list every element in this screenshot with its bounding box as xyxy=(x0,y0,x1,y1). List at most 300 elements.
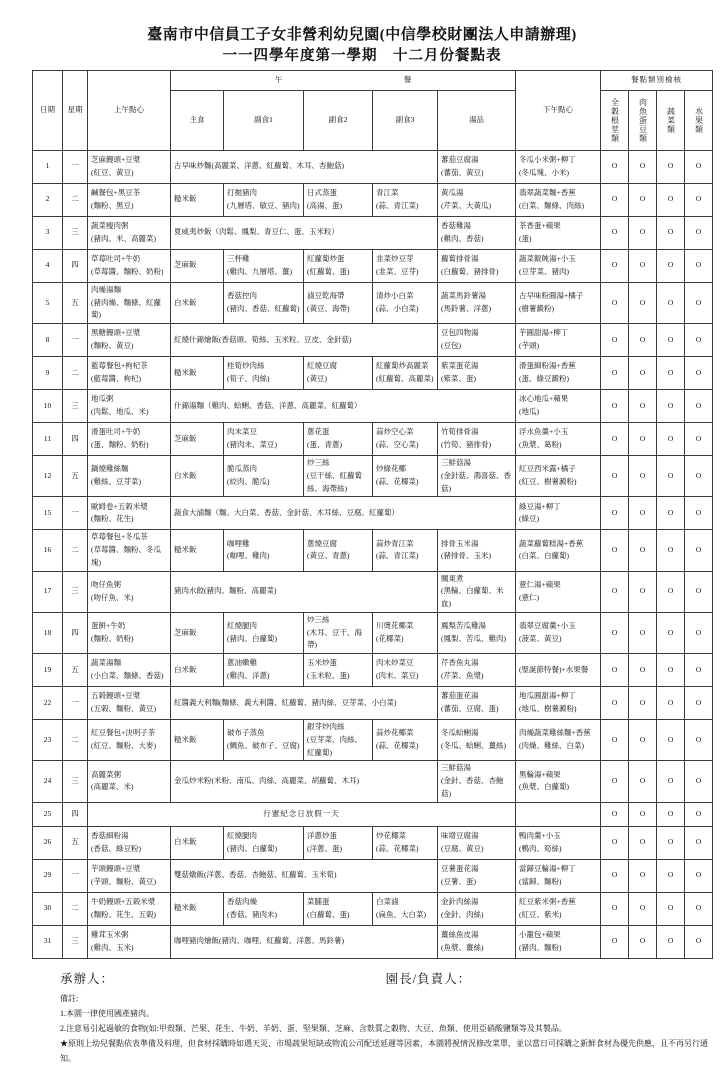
check-mark-cell-2: O xyxy=(657,150,685,183)
check-mark-cell-2: O xyxy=(657,282,685,323)
date-cell: 30 xyxy=(33,892,63,925)
check-mark-cell-2: O xyxy=(657,802,685,826)
lunch-span-cell: 紅醬義大利麵(麵條、義大利醬、紅蘿蔔、豬肉絲、豆芽菜、小白菜) xyxy=(171,687,438,720)
main-dish-cell: 糙米飯 xyxy=(171,720,224,761)
page-subtitle: 一一四學年度第一學期 十二月份餐點表 xyxy=(222,47,502,64)
weekday-cell: 五 xyxy=(63,282,88,323)
check-mark-cell-0: O xyxy=(601,282,629,323)
check-mark-cell-1: O xyxy=(629,456,657,497)
afternoon-snack-cell: 肉燥蔬菜雞絲麵+香蕉 (肉燥、雞絲、白菜) xyxy=(516,720,601,761)
soup-cell: 豆薯蛋花湯 (豆薯、蛋) xyxy=(438,859,516,892)
check-mark-cell-1: O xyxy=(629,826,657,859)
check-mark-cell-2: O xyxy=(657,925,685,958)
check-mark-cell-2: O xyxy=(657,324,685,357)
afternoon-snack-cell: 鴨肉羹+小玉 (鴨肉、筍絲) xyxy=(516,826,601,859)
check-mark-cell-2: O xyxy=(657,497,685,530)
main-dish-cell: 糙米飯 xyxy=(171,183,224,216)
lunch-span-cell: 夏威夷炒飯（肉鬆、鳳梨、青豆仁、蛋、玉米粒） xyxy=(171,216,438,249)
weekday-cell: 五 xyxy=(63,654,88,687)
soup-cell: 冬瓜蛤蜊湯 (冬瓜、蛤蜊、薑絲) xyxy=(438,720,516,761)
lunch-span-cell: 金瓜炒米粉(米粉、南瓜、肉絲、高麗菜、胡蘿蔔、木耳) xyxy=(171,761,438,802)
afternoon-snack-cell: 當歸豆輪湯+柳丁 (當歸、麵粉) xyxy=(516,859,601,892)
weekday-cell: 三 xyxy=(63,390,88,423)
afternoon-snack-cell: 翡翠豆腐羹+小玉 (菠菜、黃豆) xyxy=(516,612,601,653)
side2-cell: 蔥花蛋 (蛋、青蔥) xyxy=(304,423,373,456)
check-mark-cell-3: O xyxy=(685,282,713,323)
morning-snack-cell: 牛奶饅頭+五榖米漿 (麵粉、花生、五榖) xyxy=(88,892,171,925)
date-cell: 10 xyxy=(33,390,63,423)
main-dish-cell: 芝麻飯 xyxy=(171,612,224,653)
check-mark-cell-3: O xyxy=(685,324,713,357)
afternoon-snack-cell: 冬瓜小米粥+柳丁 (冬瓜塊、小米) xyxy=(516,150,601,183)
date-cell: 8 xyxy=(33,324,63,357)
date-cell: 1 xyxy=(33,150,63,183)
check-mark-cell-1: O xyxy=(629,249,657,282)
check-mark-cell-0: O xyxy=(601,530,629,571)
weekday-cell: 五 xyxy=(63,826,88,859)
afternoon-snack-cell: 茶香蛋+蘋果 (蛋) xyxy=(516,216,601,249)
main-dish-cell: 糙米飯 xyxy=(171,530,224,571)
morning-snack-cell: 草莓吐司+牛奶 (草莓醬、麵粉、奶粉) xyxy=(88,249,171,282)
check-mark-cell-0: O xyxy=(601,687,629,720)
side2-cell: 洋蔥炒蛋 (洋蔥、蛋) xyxy=(304,826,373,859)
check-mark-cell-0: O xyxy=(601,357,629,390)
check-mark-cell-0: O xyxy=(601,150,629,183)
main-dish-cell: 白米飯 xyxy=(171,826,224,859)
header-side3: 副食3 xyxy=(373,90,438,150)
check-mark-cell-2: O xyxy=(657,249,685,282)
soup-cell: 鳳梨苦瓜雞湯 (鳳梨、苦瓜、雞肉) xyxy=(438,612,516,653)
date-cell: 12 xyxy=(33,456,63,497)
side1-cell: 香菇肉燥 (香菇、豬肉末) xyxy=(224,892,304,925)
check-mark-cell-1: O xyxy=(629,687,657,720)
date-cell: 23 xyxy=(33,720,63,761)
main-dish-cell: 糙米飯 xyxy=(171,357,224,390)
weekday-cell: 二 xyxy=(63,892,88,925)
date-cell: 2 xyxy=(33,183,63,216)
weekday-cell: 四 xyxy=(63,612,88,653)
header-date: 日期 xyxy=(33,70,63,150)
undertaker-label: 承辦人： xyxy=(60,971,115,986)
check-mark-cell-2: O xyxy=(657,761,685,802)
main-dish-cell: 糙米飯 xyxy=(171,892,224,925)
check-mark-cell-2: O xyxy=(657,357,685,390)
soup-cell: 排骨玉米湯 (豬排骨、玉米) xyxy=(438,530,516,571)
check-mark-cell-0: O xyxy=(601,216,629,249)
side1-cell: 脆瓜蒸肉 (絞肉、脆瓜) xyxy=(224,456,304,497)
table-row xyxy=(33,612,713,653)
table-row xyxy=(33,802,713,826)
header-morning-snack: 上午點心 xyxy=(88,70,171,150)
afternoon-snack-cell: 紅豆紫米粥+香蕉 (紅豆、紫米) xyxy=(516,892,601,925)
check-mark-cell-2: O xyxy=(657,612,685,653)
check-mark-cell-2: O xyxy=(657,216,685,249)
side3-cell: 炒花椰菜 (蒜、花椰菜) xyxy=(373,826,438,859)
weekday-cell: 四 xyxy=(63,249,88,282)
date-cell: 17 xyxy=(33,571,63,612)
header-side2: 副食2 xyxy=(304,90,373,150)
side2-cell: 銀芽炒肉絲 (豆芽菜、肉絲、紅蘿蔔) xyxy=(304,720,373,761)
page-title: 臺南市中信員工子女非營利幼兒園(中信學校財團法人申請辦理) xyxy=(147,27,577,43)
side3-cell: 炒綠花椰 (蒜、花椰菜) xyxy=(373,456,438,497)
weekday-cell: 三 xyxy=(63,925,88,958)
date-cell: 19 xyxy=(33,654,63,687)
table-row xyxy=(33,497,713,530)
check-mark-cell-2: O xyxy=(657,390,685,423)
afternoon-snack-cell: 蔬菜餛飩湯+小玉 (豆芽菜、豬肉) xyxy=(516,249,601,282)
header-soup: 湯品 xyxy=(438,90,516,150)
date-cell: 9 xyxy=(33,357,63,390)
date-cell: 4 xyxy=(33,249,63,282)
table-row xyxy=(33,216,713,249)
table-row xyxy=(33,530,713,571)
side1-cell: 香菇控肉 (豬肉、香菇、紅蘿蔔) xyxy=(224,282,304,323)
check-mark-cell-1: O xyxy=(629,925,657,958)
header-lunch-left: 午 xyxy=(274,74,283,84)
afternoon-snack-cell: 紅豆西米露+橘子 (紅豆、樹薯澱粉) xyxy=(516,456,601,497)
check-mark-cell-0: O xyxy=(601,802,629,826)
afternoon-snack-cell: 古早味粉圓湯+橘子 (樹薯澱粉) xyxy=(516,282,601,323)
side3-cell: 蒜炒花椰菜 (蒜、花椰菜) xyxy=(373,720,438,761)
check-mark-cell-3: O xyxy=(685,925,713,958)
side2-cell: 炒三絲 (豆干絲、紅蘿蔔絲、海帶絲) xyxy=(304,456,373,497)
morning-snack-cell: 芋頭饅頭+豆漿 (芋頭、麵粉、黃豆) xyxy=(88,859,171,892)
table-body xyxy=(33,150,713,958)
check-mark-cell-0: O xyxy=(601,826,629,859)
check-mark-cell-1: O xyxy=(629,497,657,530)
afternoon-snack-cell: 綠豆湯+柳丁 (綠豆) xyxy=(516,497,601,530)
table-row xyxy=(33,892,713,925)
check-mark-cell-0: O xyxy=(601,654,629,687)
side3-cell: 肉末炒菜豆 (肉末、菜豆) xyxy=(373,654,438,687)
weekday-cell: 二 xyxy=(63,183,88,216)
side1-cell: 肉末菜豆 (豬肉末、菜豆) xyxy=(224,423,304,456)
check-mark-cell-0: O xyxy=(601,720,629,761)
weekday-cell: 三 xyxy=(63,216,88,249)
main-dish-cell: 白米飯 xyxy=(171,282,224,323)
morning-snack-cell: 雞茸玉米粥 (雞肉、玉米) xyxy=(88,925,171,958)
check-mark-cell-2: O xyxy=(657,571,685,612)
check-mark-cell-0: O xyxy=(601,925,629,958)
side1-cell: 三杯雞 (雞肉、九層塔、薑) xyxy=(224,249,304,282)
check-mark-cell-2: O xyxy=(657,892,685,925)
table-row xyxy=(33,423,713,456)
table-row xyxy=(33,357,713,390)
side2-cell: 玉米炒蛋 (玉米粒、蛋) xyxy=(304,654,373,687)
check-mark-cell-3: O xyxy=(685,720,713,761)
morning-snack-cell: 歐姆卷+五榖米漿 (麵粉、花生) xyxy=(88,497,171,530)
table-row xyxy=(33,150,713,183)
weekday-cell: 五 xyxy=(63,456,88,497)
check-mark-cell-1: O xyxy=(629,720,657,761)
side3-cell: 蒜炒青江菜 (蒜、青江菜) xyxy=(373,530,438,571)
side1-cell: 咖哩雞 (咖哩、雞肉) xyxy=(224,530,304,571)
afternoon-snack-cell: (聖誕節特餐)+水果餐 xyxy=(516,654,601,687)
date-cell: 3 xyxy=(33,216,63,249)
check-mark-cell-3: O xyxy=(685,571,713,612)
morning-snack-cell: 地瓜粥 (肉鬆、地瓜、米) xyxy=(88,390,171,423)
lunch-span-cell: 紅燒什錦燴飯(香菇頭、筍絲、玉米粒、豆皮、金針菇) xyxy=(171,324,438,357)
afternoon-snack-cell: 芋圓甜湯+柳丁 (芋頭) xyxy=(516,324,601,357)
header-check-group: 餐點類別檢核 xyxy=(601,70,713,90)
check-mark-cell-1: O xyxy=(629,612,657,653)
morning-snack-cell: 鍋燒雞絲麵 (雞絲、豆芽菜) xyxy=(88,456,171,497)
check-mark-cell-3: O xyxy=(685,654,713,687)
soup-cell: 竹筍排骨湯 (竹筍、豬排骨) xyxy=(438,423,516,456)
weekday-cell: 一 xyxy=(63,859,88,892)
check-mark-cell-3: O xyxy=(685,150,713,183)
weekday-cell: 一 xyxy=(63,497,88,530)
side3-cell: 川燙花椰菜 (花椰菜) xyxy=(373,612,438,653)
header-check-grain: 全穀根莖類 xyxy=(601,90,629,150)
soup-cell: 三鮮菇湯 (金針菇、鴻喜菇、香菇) xyxy=(438,456,516,497)
morning-snack-cell: 紅豆餐包+決明子茶 (紅豆、麵粉、大麥) xyxy=(88,720,171,761)
date-cell: 25 xyxy=(33,802,63,826)
header-lunch-group xyxy=(171,70,516,90)
check-mark-cell-3: O xyxy=(685,612,713,653)
afternoon-snack-cell: 翡翠蔬菜麵+香蕉 (白菜、麵條、肉絲) xyxy=(516,183,601,216)
check-mark-cell-2: O xyxy=(657,859,685,892)
table-row xyxy=(33,720,713,761)
lunch-span-cell: 蔬食大滷麵（麵、大白菜、香菇、金針菇、木耳絲、豆腐、紅蘿蔔） xyxy=(171,497,516,530)
morning-snack-cell: 草莓餐包+冬瓜茶 (草莓醬、麵粉、冬瓜塊) xyxy=(88,530,171,571)
check-mark-cell-2: O xyxy=(657,826,685,859)
date-cell: 31 xyxy=(33,925,63,958)
soup-cell: 薑絲魚皮湯 (魚漿、薑絲) xyxy=(438,925,516,958)
table-row xyxy=(33,925,713,958)
director-label: 園長/負責人： xyxy=(385,971,472,986)
check-mark-cell-0: O xyxy=(601,183,629,216)
side2-cell: 紅燒豆腐 (黃豆) xyxy=(304,357,373,390)
check-mark-cell-2: O xyxy=(657,687,685,720)
table-row xyxy=(33,687,713,720)
check-mark-cell-1: O xyxy=(629,357,657,390)
check-mark-cell-0: O xyxy=(601,612,629,653)
table-row xyxy=(33,456,713,497)
check-mark-cell-3: O xyxy=(685,761,713,802)
table-row xyxy=(33,324,713,357)
weekday-cell: 二 xyxy=(63,357,88,390)
soup-cell: 蕃茄豆腐湯 (蕃茄、黃豆) xyxy=(438,150,516,183)
weekday-cell: 一 xyxy=(63,324,88,357)
side3-cell: 白菜滷 (扁魚、大白菜) xyxy=(373,892,438,925)
header-side1: 副食1 xyxy=(224,90,304,150)
side1-cell: 桂筍炒肉絲 (筍子、肉絲) xyxy=(224,357,304,390)
main-dish-cell: 芝麻飯 xyxy=(171,423,224,456)
afternoon-snack-cell: 黑輪湯+蘋果 (魚漿、白蘿蔔) xyxy=(516,761,601,802)
check-mark-cell-3: O xyxy=(685,687,713,720)
check-mark-cell-1: O xyxy=(629,761,657,802)
morning-snack-cell: 香菇細粉湯 (香菇、綠豆粉) xyxy=(88,826,171,859)
afternoon-snack-cell: 小籠包+蘋果 (豬肉、麵粉) xyxy=(516,925,601,958)
side1-cell: 破布子蒸魚 (鯛魚、破布子、豆腐) xyxy=(224,720,304,761)
remark-note-1: 1.本園一律使用國產豬肉。 xyxy=(60,1008,154,1018)
check-mark-cell-2: O xyxy=(657,456,685,497)
side3-cell: 蒜炒空心菜 (蒜、空心菜) xyxy=(373,423,438,456)
table-row xyxy=(33,390,713,423)
check-mark-cell-1: O xyxy=(629,423,657,456)
check-mark-cell-0: O xyxy=(601,324,629,357)
check-mark-cell-0: O xyxy=(601,761,629,802)
check-mark-cell-1: O xyxy=(629,282,657,323)
check-mark-cell-3: O xyxy=(685,456,713,497)
lunch-span-cell: 什錦湯麵（雞肉、蛤蜊、香菇、洋蔥、高麗菜、紅蘿蔔） xyxy=(171,390,516,423)
check-mark-cell-2: O xyxy=(657,423,685,456)
soup-cell: 香菇雞湯 (雞肉、香菇) xyxy=(438,216,516,249)
table-row xyxy=(33,826,713,859)
morning-snack-cell: 蔬菜瘦肉粥 (豬肉、米、高麗菜) xyxy=(88,216,171,249)
weekday-cell: 三 xyxy=(63,571,88,612)
side2-cell: 紅蘿蔔炒蛋 (紅蘿蔔、蛋) xyxy=(304,249,373,282)
soup-cell: 蔬菜馬鈴薯湯 (馬鈴薯、洋蔥) xyxy=(438,282,516,323)
weekday-cell: 一 xyxy=(63,687,88,720)
check-mark-cell-2: O xyxy=(657,654,685,687)
check-mark-cell-3: O xyxy=(685,357,713,390)
check-mark-cell-1: O xyxy=(629,324,657,357)
remark-title: 備註: xyxy=(60,993,79,1003)
check-mark-cell-3: O xyxy=(685,802,713,826)
morning-snack-cell: 五榖饅頭+豆漿 (五榖、麵粉、黃豆) xyxy=(88,687,171,720)
remarks-block xyxy=(60,991,720,1066)
soup-cell: 三鮮菇湯 (金針、香菇、杏鮑菇) xyxy=(438,761,516,802)
morning-snack-cell: 蔬菜湯麵 (小白菜、麵條、香菇) xyxy=(88,654,171,687)
main-dish-cell: 芝麻飯 xyxy=(171,249,224,282)
check-mark-cell-2: O xyxy=(657,720,685,761)
weekday-cell: 二 xyxy=(63,530,88,571)
lunch-span-cell: 豬肉水餃(豬肉、麵粉、高麗菜) xyxy=(171,571,438,612)
check-mark-cell-0: O xyxy=(601,859,629,892)
side3-cell: 清炒小白菜 (蒜、小白菜) xyxy=(373,282,438,323)
side1-cell: 紅燒腿肉 (豬肉、白蘿蔔) xyxy=(224,826,304,859)
check-mark-cell-0: O xyxy=(601,249,629,282)
side2-cell: 日式蒸蛋 (高湯、蛋) xyxy=(304,183,373,216)
check-mark-cell-0: O xyxy=(601,497,629,530)
table-row xyxy=(33,859,713,892)
check-mark-cell-3: O xyxy=(685,826,713,859)
soup-cell: 金針肉絲湯 (金針、肉絲) xyxy=(438,892,516,925)
check-mark-cell-3: O xyxy=(685,183,713,216)
date-cell: 22 xyxy=(33,687,63,720)
check-mark-cell-0: O xyxy=(601,892,629,925)
main-dish-cell: 白米飯 xyxy=(171,654,224,687)
header-main: 主食 xyxy=(171,90,224,150)
soup-cell: 紫菜蛋花湯 (紫菜、蛋) xyxy=(438,357,516,390)
soup-cell: 蘿蔔排骨湯 (白蘿蔔、豬排骨) xyxy=(438,249,516,282)
date-cell: 29 xyxy=(33,859,63,892)
check-mark-cell-0: O xyxy=(601,423,629,456)
date-cell: 18 xyxy=(33,612,63,653)
main-dish-cell: 白米飯 xyxy=(171,456,224,497)
date-cell: 5 xyxy=(33,282,63,323)
date-cell: 16 xyxy=(33,530,63,571)
side3-cell: 青江菜 (蒜、青江菜) xyxy=(373,183,438,216)
header-check-protein: 肉魚蛋豆類 xyxy=(629,90,657,150)
check-mark-cell-3: O xyxy=(685,497,713,530)
remark-note-2: 2.注意易引起過敏的食物(如:甲殼類、芒果、花生、牛奶、羊奶、蛋、堅果類、芝麻、含麩質之穀物、大豆、魚類、使用亞硝酸鹽類等及其製品。 xyxy=(60,1023,567,1033)
side2-cell: 炒三絲 (木耳、豆干、海帶) xyxy=(304,612,373,653)
morning-snack-cell: 肉燥湯麵 (豬肉燥、麵條、紅蘿蔔) xyxy=(88,282,171,323)
check-mark-cell-0: O xyxy=(601,571,629,612)
morning-snack-cell: 黑糖饅頭+豆漿 (麵粉、黃豆) xyxy=(88,324,171,357)
soup-cell: 味增豆腐湯 (豆腐、黃豆) xyxy=(438,826,516,859)
afternoon-snack-cell xyxy=(516,802,601,826)
afternoon-snack-cell: 滑蛋細粉湯+香蕉 (蛋、綠豆澱粉) xyxy=(516,357,601,390)
check-mark-cell-1: O xyxy=(629,183,657,216)
morning-snack-cell: 高麗菜粥 (高麗菜、米) xyxy=(88,761,171,802)
side1-cell: 紅燒腿肉 (豬肉、白蘿蔔) xyxy=(224,612,304,653)
soup-cell: 芹香魚丸湯 (芹菜、魚漿) xyxy=(438,654,516,687)
morning-snack-cell: 蛋餅+牛奶 (麵粉、奶粉) xyxy=(88,612,171,653)
table-row xyxy=(33,249,713,282)
weekday-cell: 四 xyxy=(63,802,88,826)
table-row xyxy=(33,654,713,687)
date-cell: 11 xyxy=(33,423,63,456)
table-row xyxy=(33,183,713,216)
side3-cell: 紅蘿蔔炒高麗菜 (紅蘿蔔、高麗菜) xyxy=(373,357,438,390)
morning-snack-cell: 鹹餐包+黑豆茶 (麵粉、黑豆) xyxy=(88,183,171,216)
check-mark-cell-1: O xyxy=(629,150,657,183)
header-check-veg: 蔬菜類 xyxy=(657,90,685,150)
side2-cell: 蔥燒豆腐 (黃豆、青蔥) xyxy=(304,530,373,571)
check-mark-cell-3: O xyxy=(685,892,713,925)
check-mark-cell-3: O xyxy=(685,423,713,456)
check-mark-cell-2: O xyxy=(657,183,685,216)
signature-line xyxy=(32,969,712,989)
header-weekday: 星期 xyxy=(63,70,88,150)
afternoon-snack-cell: 浮水魚羹+小玉 (魚漿、葛粉) xyxy=(516,423,601,456)
check-mark-cell-1: O xyxy=(629,571,657,612)
afternoon-snack-cell: 蔬菜蘿蔔糕湯+香蕉 (白菜、白蘿蔔) xyxy=(516,530,601,571)
date-cell: 24 xyxy=(33,761,63,802)
morning-snack-cell: 滑蛋吐司+牛奶 (蛋、麵粉、奶粉) xyxy=(88,423,171,456)
holiday-cell: 行憲紀念日放假一天 xyxy=(88,802,516,826)
lunch-span-cell: 古早味炒麵(高麗菜、洋蔥、紅蘿蔔、木耳、杏鮑菇) xyxy=(171,150,438,183)
lunch-span-cell: 咖哩豬肉燴飯(豬肉、咖哩、紅蘿蔔、洋蔥、馬鈴薯) xyxy=(171,925,438,958)
check-mark-cell-1: O xyxy=(629,654,657,687)
side2-cell: 菜脯蛋 (白蘿蔔、蛋) xyxy=(304,892,373,925)
check-mark-cell-1: O xyxy=(629,802,657,826)
morning-snack-cell: 吻仔魚粥 (吻仔魚、米) xyxy=(88,571,171,612)
header-lunch-right: 餐 xyxy=(403,74,412,84)
soup-cell: 黃瓜湯 (芹菜、大黃瓜) xyxy=(438,183,516,216)
morning-snack-cell: 藍莓餐包+枸杞茶 (藍莓醬、枸杞) xyxy=(88,357,171,390)
check-mark-cell-3: O xyxy=(685,216,713,249)
check-mark-cell-3: O xyxy=(685,530,713,571)
weekday-cell: 四 xyxy=(63,423,88,456)
morning-snack-cell: 芝麻饅頭+豆漿 (紅豆、黃豆) xyxy=(88,150,171,183)
check-mark-cell-2: O xyxy=(657,530,685,571)
check-mark-cell-1: O xyxy=(629,390,657,423)
header-check-fruit: 水果類 xyxy=(685,90,713,150)
table-row xyxy=(33,571,713,612)
header-afternoon-snack: 下午點心 xyxy=(516,70,601,150)
check-mark-cell-1: O xyxy=(629,530,657,571)
lunch-span-cell: 雙菇燉飯(洋蔥、香菇、杏鮑菇、紅蘿蔔、玉米筍) xyxy=(171,859,438,892)
menu-table xyxy=(32,70,713,959)
soup-cell: 豆包四物湯 (豆包) xyxy=(438,324,516,357)
weekday-cell: 二 xyxy=(63,720,88,761)
check-mark-cell-1: O xyxy=(629,892,657,925)
table-row xyxy=(33,761,713,802)
afternoon-snack-cell: 地瓜圓甜湯+柳丁 (地瓜、樹薯澱粉) xyxy=(516,687,601,720)
check-mark-cell-1: O xyxy=(629,216,657,249)
check-mark-cell-0: O xyxy=(601,390,629,423)
date-cell: 15 xyxy=(33,497,63,530)
afternoon-snack-cell: 薏仁湯+蘋果 (薏仁) xyxy=(516,571,601,612)
side1-cell: 打拋豬肉 (九層塔、敏豆、豬肉) xyxy=(224,183,304,216)
table-header xyxy=(33,70,713,150)
weekday-cell: 三 xyxy=(63,761,88,802)
